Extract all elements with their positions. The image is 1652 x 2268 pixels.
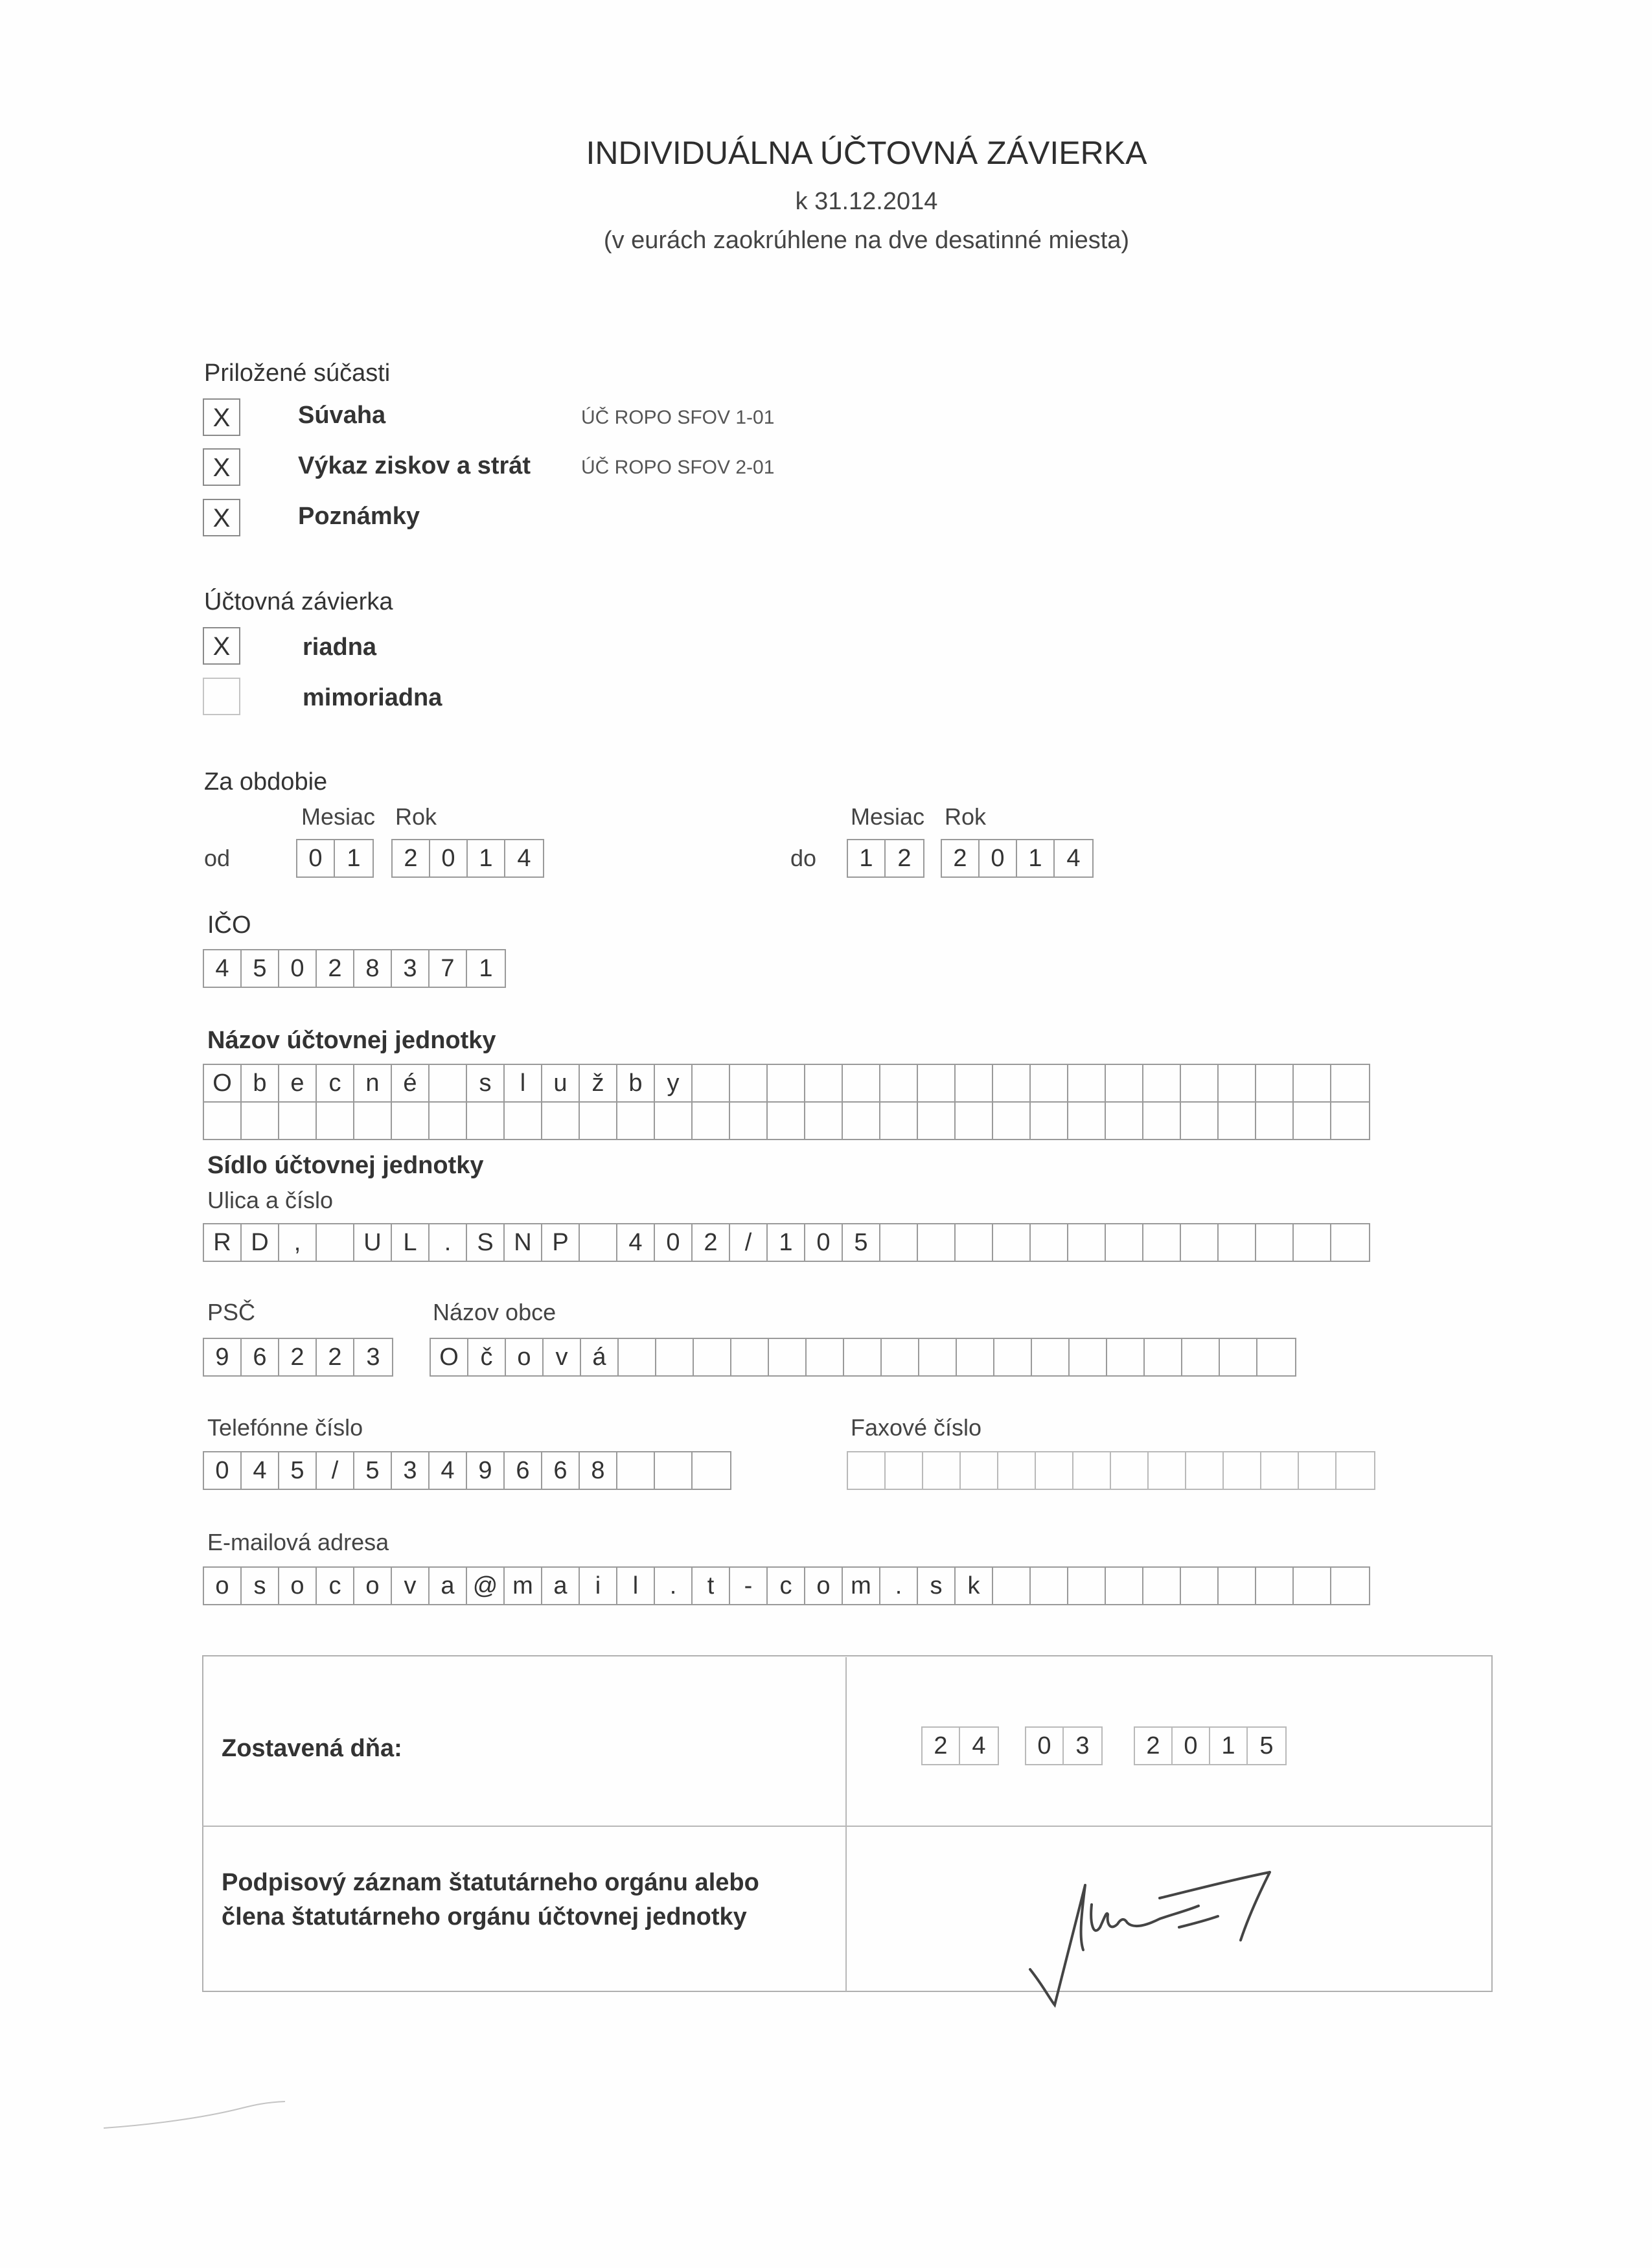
char-cell: 0 [297,840,335,876]
char-cell: 1 [1210,1728,1248,1764]
compiled-day-field[interactable] [921,1726,999,1765]
char-cell: u [542,1065,580,1101]
char-cell: 5 [242,950,279,987]
period-to-year-label: Rok [945,803,987,830]
char-cell [1256,1568,1294,1604]
char-cell [1261,1452,1299,1489]
char-cell [430,1103,467,1139]
char-cell: 4 [242,1452,279,1489]
char-cell [843,1065,880,1101]
char-cell: s [242,1568,279,1604]
char-cell: P [542,1224,580,1261]
char-cell: 0 [1173,1728,1210,1764]
signature-label-line-2: člena štatutárneho orgánu účtovnej jednotky [222,1903,747,1930]
char-cell: a [430,1568,467,1604]
statement-regular-label: riadna [303,634,377,661]
char-cell: N [505,1224,542,1261]
document-date: k 31.12.2014 [795,188,938,215]
char-cell [1186,1452,1224,1489]
char-cell [1106,1065,1143,1101]
char-cell [617,1452,655,1489]
char-cell: i [580,1568,617,1604]
char-cell: O [431,1339,468,1375]
char-cell [993,1065,1031,1101]
char-cell: t [693,1568,730,1604]
char-cell [880,1224,918,1261]
char-cell [392,1103,430,1139]
char-cell: @ [467,1568,505,1604]
char-cell: 1 [768,1224,805,1261]
char-cell [993,1103,1031,1139]
char-cell [918,1224,956,1261]
char-cell [1299,1452,1337,1489]
char-cell: 3 [392,950,430,987]
char-cell [768,1103,805,1139]
char-cell [1068,1224,1106,1261]
char-cell: 1 [347,845,361,872]
char-cell: 2 [279,1339,317,1375]
char-cell [693,1103,730,1139]
char-cell: a [542,1568,580,1604]
char-cell [1143,1224,1181,1261]
char-cell [807,1339,844,1375]
address-label: Sídlo účtovnej jednotky [207,1152,484,1179]
char-cell: R [204,1224,242,1261]
char-cell [1181,1568,1219,1604]
char-cell: b [242,1065,279,1101]
char-cell: o [805,1568,843,1604]
statement-type-heading: Účtovná závierka [204,588,393,615]
char-cell [1294,1224,1331,1261]
char-cell [998,1452,1036,1489]
char-cell: 4 [972,1732,986,1759]
attachment-income-code: ÚČ ROPO SFOV 2-01 [581,457,775,478]
char-cell [961,1452,998,1489]
char-cell: 0 [980,840,1017,876]
char-cell: m [843,1568,880,1604]
fax-label: Faxové číslo [851,1414,982,1441]
char-cell: m [505,1568,542,1604]
char-cell [1073,1452,1111,1489]
signature-table-row-divider [202,1826,1493,1827]
char-cell [843,1103,880,1139]
char-cell [993,1568,1031,1604]
char-cell: o [204,1568,242,1604]
char-cell [1036,1452,1073,1489]
char-cell: 5 [1259,1732,1274,1759]
char-cell: / [317,1452,354,1489]
char-cell: 1 [1017,840,1055,876]
char-cell: e [279,1065,317,1101]
char-cell [693,1452,730,1489]
char-cell: 2 [693,1224,730,1261]
char-cell [1106,1103,1143,1139]
char-cell: á [581,1339,619,1375]
char-cell [1256,1103,1294,1139]
char-cell [993,1224,1031,1261]
attachment-income-label: Výkaz ziskov a strát [298,452,531,479]
period-heading: Za obdobie [204,768,328,796]
char-cell [1143,1103,1181,1139]
char-cell [1219,1568,1256,1604]
period-to-year-field[interactable] [941,839,1094,878]
statement-extraordinary-checkbox[interactable] [203,678,240,715]
char-cell [1331,1568,1369,1604]
char-cell [1068,1568,1106,1604]
statement-regular-checkbox[interactable]: X [203,627,240,665]
char-cell: 9 [204,1339,242,1375]
char-cell [1143,1568,1181,1604]
char-cell [317,1103,354,1139]
psc-field[interactable] [203,1338,393,1377]
char-cell: 2 [1135,1728,1173,1764]
char-cell: c [768,1568,805,1604]
char-cell: 6 [242,1339,279,1375]
char-cell [956,1224,993,1261]
char-cell [279,1103,317,1139]
char-cell [656,1339,694,1375]
char-cell: / [730,1224,768,1261]
period-from-month-label: Mesiac [301,803,376,830]
char-cell: - [730,1568,768,1604]
char-cell [693,1065,730,1101]
period-from-year-label: Rok [395,803,437,830]
char-cell [354,1103,392,1139]
email-field[interactable] [203,1566,1370,1605]
char-cell: 5 [354,1452,392,1489]
attachment-notes-label: Poznámky [298,503,420,530]
phone-field[interactable] [203,1451,731,1490]
char-cell [467,1103,505,1139]
document-note: (v eurách zaokrúhlene na dve desatinné miesta) [603,227,1130,254]
char-cell [844,1339,882,1375]
char-cell: 7 [430,950,467,987]
char-cell [1331,1065,1369,1101]
compiled-month-field[interactable] [1025,1726,1103,1765]
char-cell [1181,1103,1219,1139]
char-cell [655,1452,693,1489]
char-cell [204,1103,242,1139]
char-cell: 0 [204,1452,242,1489]
char-cell [768,1065,805,1101]
char-cell [1219,1065,1256,1101]
attachment-income-checkbox[interactable]: X [203,448,240,486]
phone-label: Telefónne číslo [207,1414,363,1441]
attachment-balance-checkbox[interactable]: X [203,398,240,436]
char-cell [1031,1224,1068,1261]
entity-name-label: Názov účtovnej jednotky [207,1027,496,1054]
attachment-notes-checkbox[interactable]: X [203,499,240,536]
entity-name-line-1[interactable] [203,1064,1370,1103]
char-cell: 2 [393,840,430,876]
char-cell [957,1339,994,1375]
char-cell: . [880,1568,918,1604]
char-cell [923,1452,961,1489]
compiled-date-label: Zostavená dňa: [222,1735,402,1762]
char-cell [918,1103,956,1139]
char-cell [880,1103,918,1139]
char-cell: v [544,1339,581,1375]
char-cell: 8 [354,950,392,987]
char-cell: 4 [517,845,531,872]
char-cell: 5 [843,1224,880,1261]
char-cell: ž [580,1065,617,1101]
char-cell: 0 [279,950,317,987]
char-cell: n [354,1065,392,1101]
char-cell [805,1065,843,1101]
entity-name-line-2[interactable] [203,1101,1370,1140]
char-cell [1219,1103,1256,1139]
char-cell [1219,1224,1256,1261]
char-cell [242,1103,279,1139]
char-cell: l [505,1065,542,1101]
char-cell: 4 [617,1224,655,1261]
char-cell: 5 [279,1452,317,1489]
char-cell: 6 [542,1452,580,1489]
ico-field[interactable] [203,949,506,988]
stray-pen-mark [91,2092,298,2138]
char-cell: s [918,1568,956,1604]
char-cell [730,1103,768,1139]
char-cell [730,1065,768,1101]
char-cell: 8 [580,1452,617,1489]
document-title: INDIVIDUÁLNA ÚČTOVNÁ ZÁVIERKA [586,135,1147,171]
signature-label-line-1: Podpisový záznam štatutárneho orgánu alebo [222,1869,759,1896]
char-cell [731,1339,769,1375]
char-cell [505,1103,542,1139]
char-cell [1220,1339,1257,1375]
char-cell [1294,1568,1331,1604]
char-cell: č [468,1339,506,1375]
char-cell [317,1224,354,1261]
statement-extraordinary-label: mimoriadna [303,684,442,711]
char-cell [1107,1339,1145,1375]
char-cell: 3 [392,1452,430,1489]
char-cell [1031,1065,1068,1101]
char-cell [580,1103,617,1139]
char-cell: y [655,1065,693,1101]
char-cell: 3 [1075,1732,1090,1759]
char-cell [1257,1339,1295,1375]
char-cell [1145,1339,1182,1375]
compiled-year-field[interactable] [1134,1726,1287,1765]
char-cell: 2 [317,1339,354,1375]
char-cell [1106,1224,1143,1261]
fax-field[interactable] [847,1451,1375,1490]
char-cell [919,1339,957,1375]
char-cell: 1 [479,955,493,982]
char-cell: 4 [1066,845,1081,872]
char-cell [1106,1568,1143,1604]
town-label: Názov obce [433,1299,556,1325]
char-cell [617,1103,655,1139]
char-cell [655,1103,693,1139]
char-cell [1331,1103,1369,1139]
char-cell [1224,1452,1261,1489]
char-cell: S [467,1224,505,1261]
char-cell: 6 [505,1452,542,1489]
char-cell [1070,1339,1107,1375]
period-from-month-field[interactable] [296,839,374,878]
street-label: Ulica a číslo [207,1187,334,1213]
char-cell: b [617,1065,655,1101]
char-cell: 2 [923,1728,960,1764]
char-cell: o [354,1568,392,1604]
char-cell: . [430,1224,467,1261]
char-cell [1331,1224,1369,1261]
char-cell [1181,1224,1219,1261]
char-cell [1032,1339,1070,1375]
attachments-heading: Priložené súčasti [204,360,391,387]
char-cell: L [392,1224,430,1261]
psc-label: PSČ [207,1299,256,1325]
attachment-balance-label: Súvaha [298,402,386,429]
char-cell [1031,1103,1068,1139]
period-from-label: od [204,845,231,871]
char-cell [886,1452,923,1489]
char-cell [1111,1452,1149,1489]
char-cell: O [204,1065,242,1101]
char-cell [1256,1065,1294,1101]
char-cell [805,1103,843,1139]
char-cell: . [655,1568,693,1604]
char-cell [1068,1103,1106,1139]
char-cell [1031,1568,1068,1604]
char-cell: l [617,1568,655,1604]
char-cell [619,1339,656,1375]
char-cell: o [279,1568,317,1604]
char-cell: 0 [655,1224,693,1261]
char-cell [1149,1452,1186,1489]
char-cell: 4 [204,950,242,987]
char-cell [1337,1452,1374,1489]
town-field[interactable] [430,1338,1296,1377]
handwritten-signature [1024,1866,1322,2015]
char-cell [694,1339,731,1375]
char-cell [1068,1065,1106,1101]
char-cell [956,1103,993,1139]
char-cell: 0 [430,840,468,876]
char-cell [882,1339,919,1375]
char-cell: 1 [468,840,505,876]
char-cell: 9 [467,1452,505,1489]
char-cell: 0 [805,1224,843,1261]
char-cell: 3 [366,1344,380,1371]
period-from-year-field[interactable] [391,839,544,878]
char-cell: D [242,1224,279,1261]
char-cell: U [354,1224,392,1261]
char-cell: é [392,1065,430,1101]
char-cell: k [956,1568,993,1604]
char-cell: v [392,1568,430,1604]
char-cell: 2 [942,840,980,876]
signature-table-divider [845,1657,847,1991]
char-cell [769,1339,807,1375]
char-cell [880,1065,918,1101]
char-cell: 0 [1026,1728,1064,1764]
char-cell: s [467,1065,505,1101]
char-cell: c [317,1065,354,1101]
char-cell [1294,1103,1331,1139]
char-cell [918,1065,956,1101]
char-cell [956,1065,993,1101]
char-cell: 2 [317,950,354,987]
period-to-label: do [790,845,817,871]
char-cell: 2 [897,845,912,872]
ico-label: IČO [207,911,251,939]
char-cell: 1 [848,840,886,876]
char-cell [580,1224,617,1261]
street-field[interactable] [203,1223,1370,1262]
period-to-month-label: Mesiac [851,803,925,830]
attachment-balance-code: ÚČ ROPO SFOV 1-01 [581,407,775,428]
period-to-month-field[interactable] [847,839,924,878]
char-cell [1143,1065,1181,1101]
char-cell [430,1065,467,1101]
char-cell [1182,1339,1220,1375]
char-cell: 4 [430,1452,467,1489]
char-cell: o [506,1339,544,1375]
char-cell: , [279,1224,317,1261]
char-cell: c [317,1568,354,1604]
email-label: E-mailová adresa [207,1529,389,1555]
char-cell [994,1339,1032,1375]
char-cell [1256,1224,1294,1261]
char-cell [1294,1065,1331,1101]
char-cell [848,1452,886,1489]
char-cell [1181,1065,1219,1101]
char-cell [542,1103,580,1139]
